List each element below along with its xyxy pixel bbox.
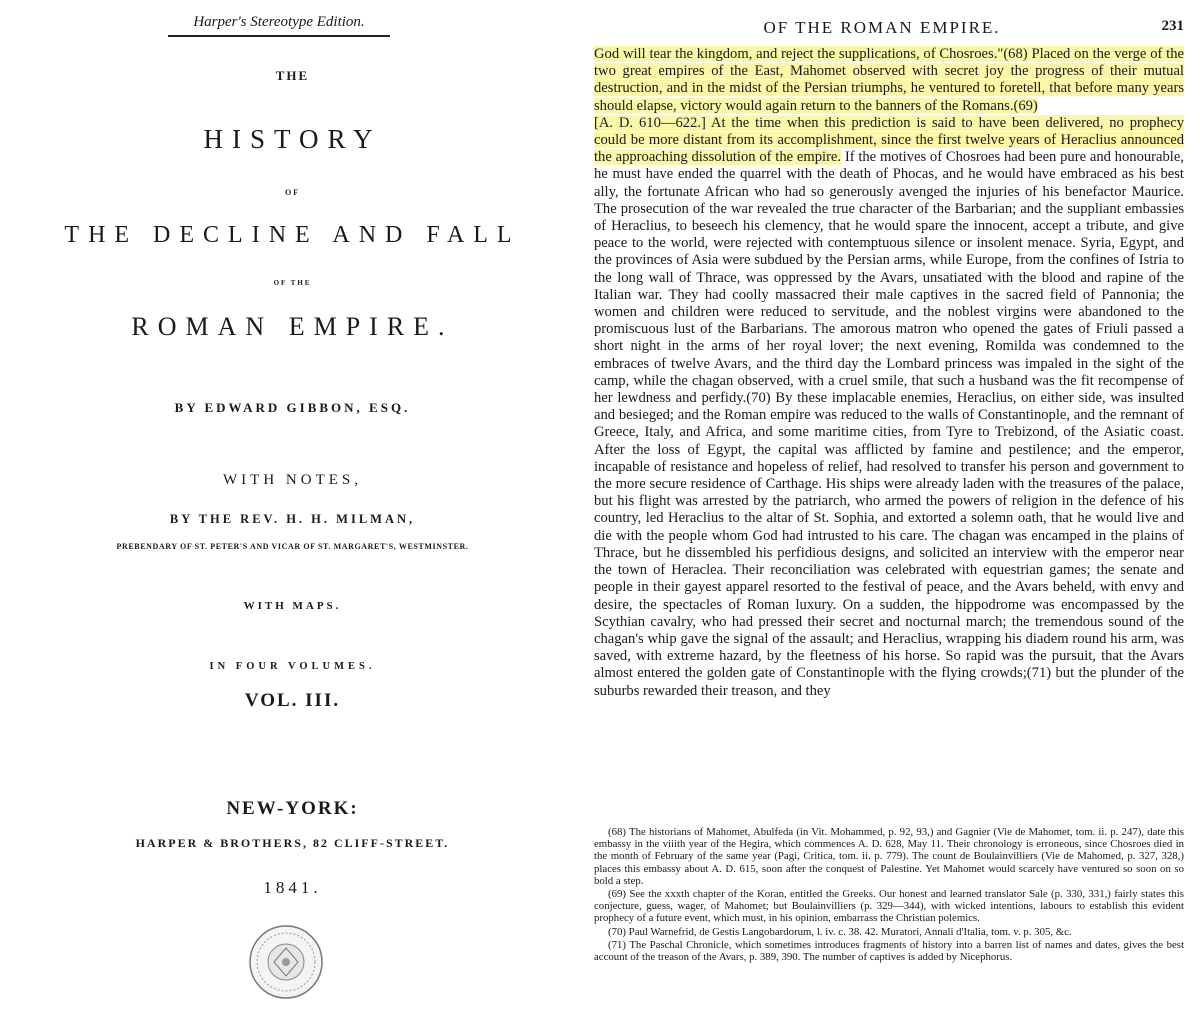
body-paragraph (594, 115, 1184, 700)
title-of-the: OF THE (273, 279, 312, 287)
title-page (0, 0, 585, 1020)
footnote: (71) The Paschal Chronicle, which sometimes introduces fragments of history into a barren list of names and dates, gives the best account of the treason of the Avars, p. 389, 390. The number of captives is added by Nicephorus. (594, 938, 1184, 964)
body-paragraph (594, 46, 1184, 115)
footnotes (594, 826, 1184, 964)
page-number: 231 (1161, 18, 1184, 34)
body-continuation: If the motives of Chosroes had been pure and honourable, he must have ended the quarrel with the death of Phocas, and he would have embraced as his best ally, the fortunate African who had so generously avenged the injuries of his benefactor Maurice. The prosecution of the war revealed the true character of the Barbarian; and the suppliant embassies of Heraclius, to beseech his clemency, that he would spare the innocent, accept a tribute, and give peace to the world, were rejected with contemptuous silence or insolent menace. Syria, Egypt, and the provinces of Asia were subdued by the Persian arms, while Europe, from the confines of Istria to the long wall of Thrace, was oppressed by the Avars, unsatiated with the blood and rapine of the Italian war. They had coolly massacred their male captives in the sacred field of Pannonia; the women and children were reduced to servitude, and the noblest virgins were abandoned to the promiscuous lust of the Barbarians. The amorous matron who opened the gates of Friuli passed a short night in the arms of her royal lover; the next evening, Romilda was condemned to the embraces of twelve Avars, and the third day the Lombard princess was impaled in the sight of the camp, while the chagan observed, with a cruel smile, that such a husband was the fit recompense of her lewdness and perfidy.(70) By these implacable enemies, Heraclius, on either side, was insulted and besieged; and the Roman empire was reduced to the walls of Constantinople, and the remnant of Greece, Italy, and Africa, and some maritime cities, from Tyre to Trebizond, of the Asiatic coast. After the loss of Egypt, the capital was afflicted by famine and pestilence; and the emperor, incapable of resistance and hopeless of relief, had resolved to transfer his person and government to the more secure residence of Carthage. His ships were already laden with the treasures of the palace, but his flight was arrested by the patriarch, who armed the powers of religion in the defence of his country, led Heraclius to the altar of St. Sophia, and extorted a solemn oath, that he would live and die with the people whom God had intrusted to his care. The chagan was encamped in the plains of Thrace, but he dissembled his perfidious designs, and solicited an interview with the emperor near the town of Heraclea. Their reconciliation was celebrated with equestrian games; the senate and people in their gayest apparel resorted to the festival of peace, and the Avars beheld, with envy and desire, the spectacles of Roman luxury. On a sudden, the hippodrome was encompassed by the Scythian cavalry, who had pressed their secret and nocturnal march; the tremendous sound of the chagan's whip gave the signal of the assault; and Heraclius, wrapping his diadem round his arm, was saved, with extreme hazard, by the fleetness of his horse. So rapid was the pursuit, that the Avars almost entered the golden gate of Constantinople with the flying crowds;(71) but the plunder of the suburbs rewarded their treason, and they (594, 149, 1184, 699)
running-head-title: OF THE ROMAN EMPIRE. (763, 18, 1001, 37)
footnote: (69) See the xxxth chapter of the Koran, entitled the Greeks. Our honest and learned translator Sale (p. 330, 331,) fairly states this conjecture, guess, wager, of Mahomet; but Boulainvilliers (p. 329—344), with wicked intentions, labours to establish this evident prophecy of a future event, which must, in his opinion, embarrass the Christian polemics. (594, 888, 1184, 925)
running-head (592, 18, 1190, 40)
edition-label: Harper's Stereotype Edition. (168, 14, 390, 37)
text-page (592, 0, 1190, 1020)
footnote: (70) Paul Warnefrid, de Gestis Langobardorum, l. iv. c. 38. 42. Muratori, Annali d'Italia, tom. v. p. 305, &c. (608, 925, 1072, 938)
highlighted-passage: God will tear the kingdom, and reject the supplications, of Chosroes."(68) Placed on the verge of the two great empires of the East, Mahomet observed with secret joy the progress of their mutual destruction, and in the midst of the Persian triumphs, he ventured to foretell, that before many years should elapse, victory would again return to the banners of the Romans.(69) (594, 46, 1184, 114)
title-of: OF (284, 188, 301, 197)
imprint-publisher: HARPER & BROTHERS, 82 CLIFF-STREET. (135, 836, 450, 850)
with-maps: WITH MAPS. (243, 600, 342, 612)
author-line: BY EDWARD GIBBON, ESQ. (174, 400, 411, 415)
highlighted-passage: [A. D. 610—622.] At the time when this prediction is said to have been delivered, no prophecy could be more distant from its accomplishment, since the first twelve years of Heraclius announced the approaching dissolution of the empire. (594, 114, 1184, 166)
with-notes: WITH NOTES, (223, 472, 362, 488)
library-stamp-icon (246, 922, 326, 1002)
volume-number: VOL. III. (244, 690, 341, 711)
title-history: HISTORY (203, 124, 382, 154)
imprint-year: 1841. (263, 878, 322, 897)
editor-line: BY THE REV. H. H. MILMAN, (169, 512, 416, 526)
title-the: THE (275, 68, 310, 83)
title-roman-empire: ROMAN EMPIRE. (131, 312, 454, 341)
body-text (594, 46, 1184, 700)
title-decline-and-fall: THE DECLINE AND FALL (64, 222, 521, 248)
footnote: (68) The historians of Mahomet, Abulfeda (in Vit. Mohammed, p. 92, 93,) and Gagnier (Vie de Mahomet, tom. ii. p. 247), date this embassy in the viiith year of the Hegira, which commences A. D. 628, May 11. Their chronology is erroneous, since Chosroes died in the month of February of the same year (Pagi, Critica, tom. ii. p. 779). The count de Boulainvilliers (Vie de Mahomed, p. 327, 328,) places this embassy about A. D. 615, soon after the conquest of Palestine. Yet Mahomet would scarcely have ventured so soon on so bold a step. (594, 826, 1184, 887)
volumes-line: IN FOUR VOLUMES. (209, 661, 376, 672)
imprint-city: NEW-YORK: (226, 798, 359, 819)
editor-title: PREBENDARY OF ST. PETER'S AND VICAR OF ST. MARGARET'S, WESTMINSTER. (116, 542, 469, 551)
